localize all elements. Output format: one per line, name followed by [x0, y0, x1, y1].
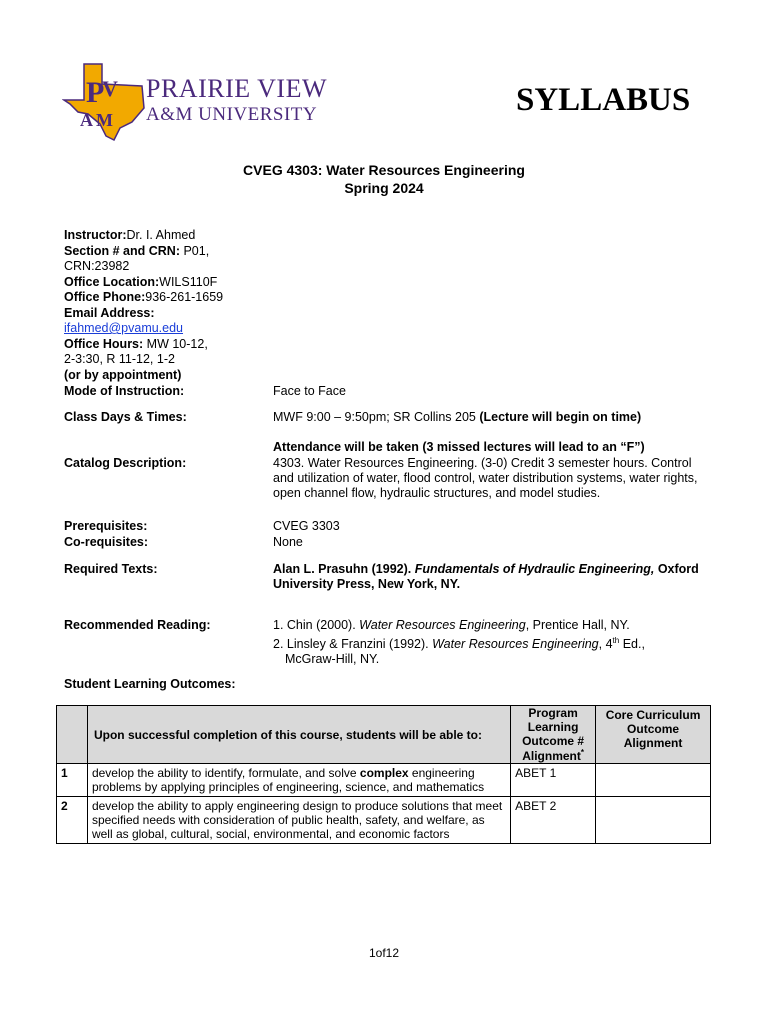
office-phone-value: 936-261-1659 — [145, 290, 224, 304]
reading2-author: Linsley & Franzini (1992). — [286, 637, 433, 652]
slo-header-program-sup: * — [580, 748, 584, 757]
slo-header-num — [57, 706, 88, 764]
pvamu-shield-icon — [62, 62, 146, 142]
document-type-heading: SYLLABUS — [516, 82, 691, 118]
university-name-line1: PRAIRIE VIEW — [146, 74, 328, 103]
course-term: Spring 2024 — [344, 180, 424, 196]
office-phone-label: Office Phone: — [64, 290, 146, 304]
appointment-note: (or by appointment) — [64, 367, 182, 382]
svg-text:A: A — [80, 110, 93, 130]
catalog-label: Catalog Description: — [64, 456, 187, 470]
university-logo — [62, 62, 332, 142]
attendance-note: Attendance will be taken (3 missed lectures will lead to an “F”) — [273, 440, 645, 454]
slo-row1-pre: develop the ability to identify, formulate, and solve — [91, 766, 360, 780]
slo-row1-bold: complex — [359, 766, 409, 780]
slo-header-program — [511, 706, 596, 764]
mode-value: Face to Face — [273, 384, 346, 398]
texts-author: Alan L. Prasuhn (1992). — [273, 562, 415, 576]
slo-table — [56, 705, 711, 844]
slo-row-program: ABET 2 — [511, 797, 596, 844]
email-label: Email Address: — [64, 305, 155, 320]
slo-row1-post: engineering problems by applying principles of engineering, science, and mathematics — [91, 766, 485, 794]
slo-row-core — [596, 764, 711, 797]
reading-list — [273, 618, 713, 667]
class-days-row — [273, 410, 713, 425]
instructor-label: Instructor: — [64, 228, 127, 242]
course-title: CVEG 4303: Water Resources Engineering — [243, 162, 525, 178]
email-link[interactable]: ifahmed@pvamu.edu — [64, 321, 184, 335]
reading1-author: Chin (2000). — [286, 618, 360, 632]
coreq-label: Co-requisites: — [64, 535, 149, 549]
office-hours-label: Office Hours: — [64, 336, 144, 351]
slo-header-program-text: Program Learning Outcome # Alignment — [522, 706, 585, 763]
texts-label: Required Texts: — [64, 562, 158, 576]
office-hours-value2: 2-3:30, R 11-12, 1-2 — [64, 352, 175, 366]
prereq-value: CVEG 3303 — [273, 519, 340, 533]
slo-row2-pre: develop the ability to apply engineering design to produce solutions that meet specified needs with consideration of public health, safety, and welfare, as well as global, cultural, social, environmental, and economic factors — [91, 799, 503, 841]
instructor-info — [64, 228, 264, 383]
class-days-label: Class Days & Times: — [64, 410, 187, 424]
svg-text:M: M — [96, 110, 113, 130]
section-label: Section # and CRN: — [64, 243, 180, 258]
slo-row-text — [87, 797, 510, 844]
section-value: P01, — [180, 243, 210, 258]
texts-title: Fundamentals of Hydraulic Engineering, — [414, 562, 655, 576]
slo-row-text — [87, 764, 510, 797]
table-row — [57, 764, 711, 797]
slo-row-core — [596, 797, 711, 844]
texts-publisher: Oxford University Press, New York, NY. — [273, 562, 699, 591]
svg-text:P: P — [86, 76, 105, 109]
instructor-value: Dr. I. Ahmed — [126, 228, 196, 242]
slo-row-program: ABET 1 — [511, 764, 596, 797]
office-location-label: Office Location: — [64, 274, 160, 289]
university-name-line2: A&M UNIVERSITY — [146, 104, 318, 125]
slo-row-num: 2 — [57, 797, 88, 844]
texts-value — [273, 562, 713, 592]
catalog-value: 4303. Water Resources Engineering. (3-0) Credit 3 semester hours. Control and utilization of water, flood control, water distribution systems, water rights, open channel flow, hydraulic structures, and model studies. — [273, 456, 698, 500]
slo-heading: Student Learning Outcomes: — [64, 677, 236, 691]
mode-label: Mode of Instruction: — [64, 384, 185, 398]
svg-text:V: V — [102, 76, 118, 101]
class-days-value: MWF 9:00 – 9:50pm; SR Collins 205 — [273, 410, 480, 424]
prereq-label: Prerequisites: — [64, 519, 148, 533]
crn-value: CRN:23982 — [64, 259, 130, 273]
reading2-line2: McGraw-Hill, NY. — [285, 652, 380, 667]
reading2-title: Water Resources Engineering — [432, 637, 599, 652]
slo-header-row — [57, 706, 711, 764]
slo-row-num: 1 — [57, 764, 88, 797]
page-number: 1of12 — [368, 946, 400, 960]
slo-header-core: Core Curriculum Outcome Alignment — [596, 706, 711, 764]
reading1-rest: , Prentice Hall, NY. — [525, 618, 630, 632]
reading2-num: 2. — [273, 637, 287, 652]
table-row — [57, 797, 711, 844]
reading2-rest: , 4 — [598, 637, 613, 652]
class-days-note: (Lecture will begin on time) — [479, 410, 642, 424]
reading1-num: 1. — [273, 618, 287, 632]
reading2-tail: Ed., — [619, 637, 645, 652]
reading-item-2 — [273, 633, 713, 652]
reading1-title: Water Resources Engineering — [359, 618, 526, 632]
slo-header-intro: Upon successful completion of this course, students will be able to: — [87, 706, 510, 764]
coreq-value: None — [273, 535, 303, 549]
office-hours-value1: MW 10-12, — [143, 336, 208, 351]
reading-label: Recommended Reading: — [64, 618, 211, 632]
reading2-sup: th — [612, 636, 620, 645]
office-location-value: WILS110F — [159, 274, 218, 289]
reading-item-1 — [273, 618, 713, 633]
